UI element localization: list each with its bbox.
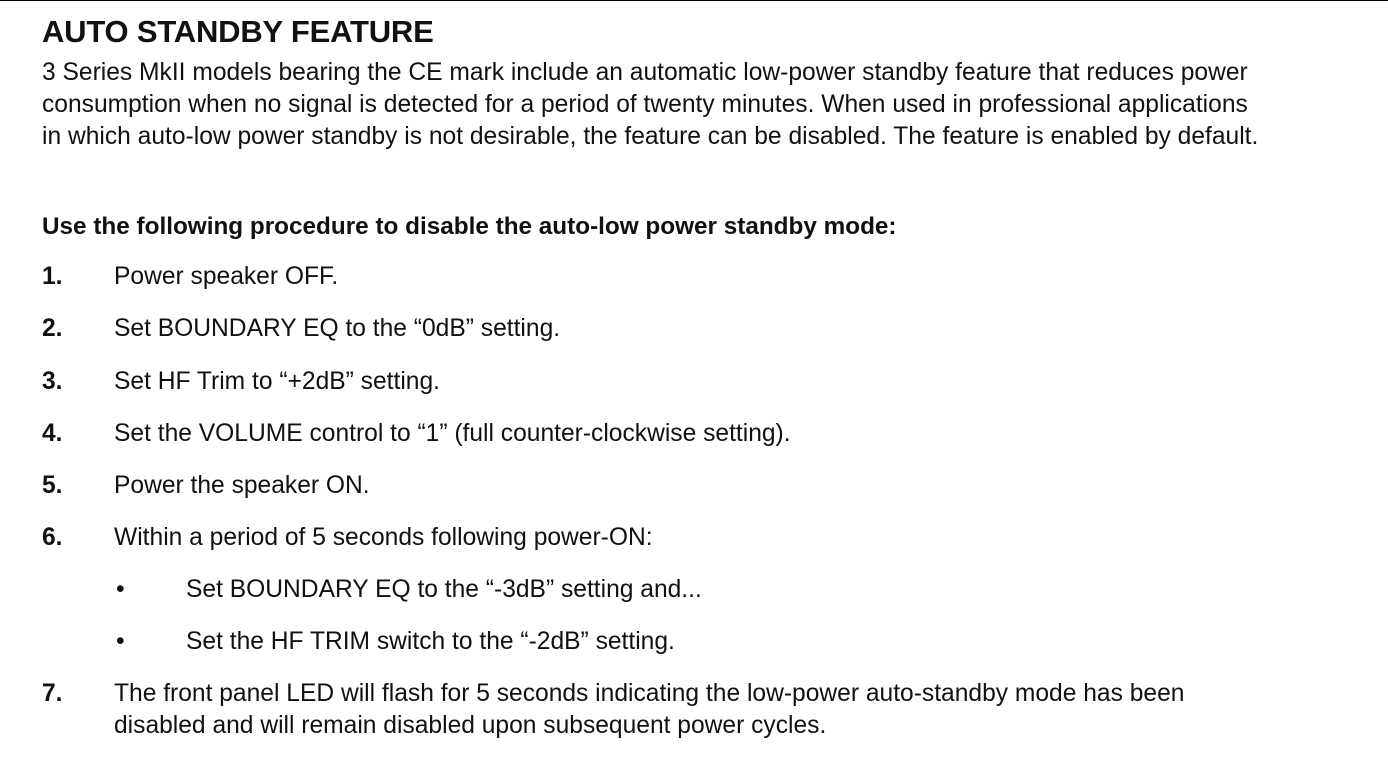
- substep-text: Set the HF TRIM switch to the “-2dB” setting.: [186, 628, 675, 655]
- step-text: Power the speaker ON.: [114, 472, 370, 499]
- step-number: 3.: [42, 368, 63, 395]
- step-text: Set BOUNDARY EQ to the “0dB” setting.: [114, 315, 561, 342]
- bullet-icon: •: [116, 576, 125, 603]
- top-rule: [0, 0, 1388, 1]
- procedure-lead: Use the following procedure to disable the auto-low power standby mode:: [42, 213, 897, 240]
- substep-text: Set BOUNDARY EQ to the “-3dB” setting and...: [186, 576, 702, 603]
- intro-paragraph: [42, 57, 1388, 153]
- section-title: AUTO STANDBY FEATURE: [42, 14, 434, 49]
- intro-line: 3 Series MkII models bearing the CE mark include an automatic low-power standby feature that reduces power: [42, 59, 1248, 86]
- intro-line: in which auto-low power standby is not desirable, the feature can be disabled. The feature is enabled by default.: [42, 123, 1259, 150]
- step-number: 5.: [42, 472, 63, 499]
- step-number: 4.: [42, 420, 63, 447]
- step-text: Power speaker OFF.: [114, 263, 339, 290]
- step-text-line: The front panel LED will flash for 5 seconds indicating the low-power auto-standby mode has been: [114, 680, 1185, 707]
- intro-line: consumption when no signal is detected for a period of twenty minutes. When used in professional applications: [42, 91, 1248, 118]
- step-number: 2.: [42, 315, 63, 342]
- step-text: [114, 678, 1184, 742]
- step-text: Within a period of 5 seconds following power-ON:: [114, 524, 653, 551]
- step-number: 6.: [42, 524, 63, 551]
- step-number: 7.: [42, 680, 63, 707]
- step-text-line: disabled and will remain disabled upon subsequent power cycles.: [114, 712, 827, 739]
- step-text: Set HF Trim to “+2dB” setting.: [114, 368, 440, 395]
- bullet-icon: •: [116, 628, 125, 655]
- step-number: 1.: [42, 263, 63, 290]
- step-text: Set the VOLUME control to “1” (full counter-clockwise setting).: [114, 420, 791, 447]
